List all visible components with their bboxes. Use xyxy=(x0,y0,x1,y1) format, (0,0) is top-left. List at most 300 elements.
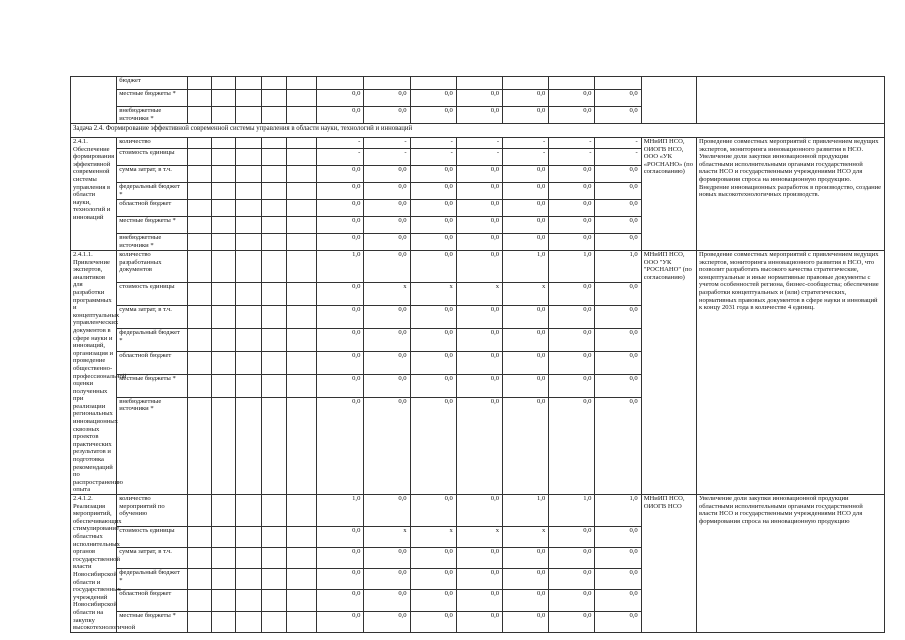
value-cell: 0,0 xyxy=(456,611,502,632)
table-row xyxy=(71,495,885,527)
empty-cell xyxy=(261,374,286,397)
value-cell: 0,0 xyxy=(317,351,364,374)
table-row xyxy=(71,124,885,138)
value-cell: 0,0 xyxy=(456,251,502,283)
value-cell: 0,0 xyxy=(364,397,410,494)
value-cell: 0,0 xyxy=(549,217,595,234)
empty-cell xyxy=(235,251,261,283)
empty-cell xyxy=(287,283,317,306)
value-cell: 0,0 xyxy=(364,306,410,329)
value-cell: х xyxy=(456,283,502,306)
value-cell: 0,0 xyxy=(595,183,641,200)
empty-cell xyxy=(187,200,211,217)
empty-cell xyxy=(261,527,286,548)
empty-cell xyxy=(211,374,235,397)
value-cell: - xyxy=(549,149,595,166)
value-cell: - xyxy=(410,149,456,166)
value-cell: 0,0 xyxy=(549,569,595,590)
indicator-cell: внебюджетные источники * xyxy=(117,107,187,124)
value-cell: 0,0 xyxy=(549,611,595,632)
value-cell: 0,0 xyxy=(317,217,364,234)
value-cell: 0,0 xyxy=(595,166,641,183)
empty-cell xyxy=(211,590,235,611)
indicator-cell: внебюджетные источники * xyxy=(117,234,187,251)
result-cell: Проведение совместных мероприятий с привлечением ведущих экспертов, мониторинга инновационного развития в НСО. Увеличение доли закупки инновационной продукции областными исполнительными органами государственной власти НСО и государственными учреждениями НСО для формирования спроса на инновационную продукцию. Внедрение инновационных разработок в производство, создание новых высокотехнологичных производств. xyxy=(696,138,884,251)
indicator-cell: сумма затрат, в т.ч. xyxy=(117,306,187,329)
empty-cell xyxy=(287,217,317,234)
empty-cell xyxy=(235,107,261,124)
measure-name: 2.4.1. Обеспечение формирования эффективной современной системы управления в области науки, технологий и инноваций xyxy=(71,138,117,251)
value-cell: 0,0 xyxy=(503,200,549,217)
empty-cell xyxy=(187,138,211,149)
empty-cell xyxy=(187,548,211,569)
indicator-cell: областной бюджет xyxy=(117,590,187,611)
empty-cell xyxy=(187,374,211,397)
empty-cell xyxy=(287,234,317,251)
value-cell: 0,0 xyxy=(503,183,549,200)
empty-cell xyxy=(235,527,261,548)
result-cell: Увеличение доли закупки инновационной продукции областными исполнительными органами государственной власти НСО и государственными учреждениями НСО для формирования спроса на инновационную продукцию xyxy=(696,495,884,633)
value-cell: 0,0 xyxy=(410,166,456,183)
value-cell: 0,0 xyxy=(503,548,549,569)
value-cell: 0,0 xyxy=(595,234,641,251)
value-cell: 0,0 xyxy=(549,527,595,548)
empty-cell xyxy=(261,495,286,527)
value-cell: 0,0 xyxy=(456,183,502,200)
value-cell: 0,0 xyxy=(410,183,456,200)
empty-cell xyxy=(211,183,235,200)
indicator-cell: местные бюджеты * xyxy=(117,374,187,397)
value-cell: 0,0 xyxy=(364,351,410,374)
value-cell: 0,0 xyxy=(456,397,502,494)
value-cell: 0,0 xyxy=(317,90,364,107)
value-cell: 0,0 xyxy=(456,107,502,124)
empty-cell xyxy=(235,495,261,527)
empty-cell xyxy=(211,138,235,149)
empty-cell xyxy=(211,569,235,590)
value-cell: 0,0 xyxy=(317,374,364,397)
value-cell: 0,0 xyxy=(317,397,364,494)
measure-name: 2.4.1.1. Привлечение экспертов, аналитиков для разработки программных и концептуальных управленческих документов в сфере науки и инноваций, организация и проведение общественно-профессиональной оценки полученных при реализации региональных инновационных сквозных проектов практических результатов и подготовка рекомендаций по распространению опыта xyxy=(71,251,117,495)
value-cell: 0,0 xyxy=(410,251,456,283)
value-cell: 0,0 xyxy=(549,107,595,124)
empty-cell xyxy=(187,283,211,306)
value-cell: 0,0 xyxy=(549,590,595,611)
table-row xyxy=(71,138,885,149)
value-cell: 0,0 xyxy=(595,200,641,217)
indicator-cell: стоимость единицы xyxy=(117,283,187,306)
empty-cell xyxy=(187,397,211,494)
value-cell: х xyxy=(503,527,549,548)
empty-cell xyxy=(287,328,317,351)
program-table xyxy=(70,76,885,633)
value-cell: 0,0 xyxy=(549,90,595,107)
value-cell: 0,0 xyxy=(364,548,410,569)
value-cell: 0,0 xyxy=(317,548,364,569)
value-cell: 0,0 xyxy=(595,328,641,351)
indicator-cell: сумма затрат, в т.ч. xyxy=(117,166,187,183)
value-cell: 0,0 xyxy=(595,217,641,234)
value-cell: 0,0 xyxy=(410,590,456,611)
value-cell: 0,0 xyxy=(364,234,410,251)
empty-cell xyxy=(211,149,235,166)
empty-cell xyxy=(187,217,211,234)
value-cell: 0,0 xyxy=(317,306,364,329)
indicator-cell: бюджет xyxy=(117,77,187,90)
value-cell: 0,0 xyxy=(317,283,364,306)
value-cell: 0,0 xyxy=(549,397,595,494)
value-cell xyxy=(503,77,549,90)
empty-cell xyxy=(211,495,235,527)
value-cell: 0,0 xyxy=(410,374,456,397)
empty-cell xyxy=(187,590,211,611)
empty-cell xyxy=(211,548,235,569)
value-cell: 0,0 xyxy=(503,90,549,107)
indicator-cell: федеральный бюджет * xyxy=(117,569,187,590)
value-cell: 0,0 xyxy=(456,217,502,234)
value-cell: - xyxy=(456,138,502,149)
empty-cell xyxy=(187,611,211,632)
empty-cell xyxy=(287,166,317,183)
value-cell xyxy=(364,77,410,90)
value-cell: 0,0 xyxy=(364,166,410,183)
empty-cell xyxy=(287,251,317,283)
value-cell: 0,0 xyxy=(549,183,595,200)
value-cell: 0,0 xyxy=(364,107,410,124)
indicator-cell: местные бюджеты * xyxy=(117,611,187,632)
indicator-cell: областной бюджет xyxy=(117,200,187,217)
table-row xyxy=(71,251,885,283)
empty-cell xyxy=(211,351,235,374)
value-cell: 0,0 xyxy=(549,166,595,183)
value-cell: 0,0 xyxy=(364,495,410,527)
empty-cell xyxy=(261,166,286,183)
value-cell: 0,0 xyxy=(549,328,595,351)
empty-cell xyxy=(211,527,235,548)
value-cell: 0,0 xyxy=(595,548,641,569)
indicator-cell: местные бюджеты * xyxy=(117,217,187,234)
indicator-cell: федеральный бюджет * xyxy=(117,183,187,200)
empty-cell xyxy=(211,397,235,494)
value-cell: 0,0 xyxy=(410,234,456,251)
empty-cell xyxy=(261,611,286,632)
value-cell: 0,0 xyxy=(456,590,502,611)
value-cell: - xyxy=(364,138,410,149)
value-cell: 0,0 xyxy=(317,328,364,351)
empty-cell xyxy=(261,351,286,374)
value-cell: 0,0 xyxy=(503,107,549,124)
indicator-cell: количество разработанных документов xyxy=(117,251,187,283)
empty-cell xyxy=(261,77,286,90)
empty-cell xyxy=(261,107,286,124)
empty-cell xyxy=(287,90,317,107)
value-cell: - xyxy=(410,138,456,149)
empty-cell xyxy=(211,107,235,124)
empty-cell xyxy=(187,234,211,251)
value-cell: 0,0 xyxy=(503,590,549,611)
empty-cell xyxy=(187,183,211,200)
value-cell: 0,0 xyxy=(503,234,549,251)
empty-cell xyxy=(287,495,317,527)
value-cell: 1,0 xyxy=(549,251,595,283)
value-cell: х xyxy=(364,527,410,548)
empty-cell xyxy=(235,548,261,569)
value-cell: 0,0 xyxy=(549,351,595,374)
value-cell: 0,0 xyxy=(456,306,502,329)
empty-cell xyxy=(287,590,317,611)
value-cell: 0,0 xyxy=(410,217,456,234)
value-cell: 0,0 xyxy=(595,590,641,611)
indicator-cell: сумма затрат, в т.ч. xyxy=(117,548,187,569)
value-cell: 0,0 xyxy=(549,283,595,306)
empty-cell xyxy=(235,569,261,590)
task-heading: Задача 2.4. Формирование эффективной современной системы управления в области науки, технологий и инноваций xyxy=(71,124,885,138)
empty-cell xyxy=(211,283,235,306)
value-cell: 0,0 xyxy=(364,374,410,397)
value-cell: 0,0 xyxy=(595,374,641,397)
empty-cell xyxy=(287,548,317,569)
empty-cell xyxy=(187,149,211,166)
value-cell: 0,0 xyxy=(456,328,502,351)
value-cell: 0,0 xyxy=(503,217,549,234)
empty-cell xyxy=(235,234,261,251)
empty-cell xyxy=(211,234,235,251)
empty-cell xyxy=(261,138,286,149)
value-cell: 0,0 xyxy=(410,90,456,107)
value-cell: 0,0 xyxy=(456,90,502,107)
empty-cell xyxy=(287,149,317,166)
value-cell: 0,0 xyxy=(364,217,410,234)
empty-cell xyxy=(187,251,211,283)
empty-cell xyxy=(287,611,317,632)
value-cell: 0,0 xyxy=(503,328,549,351)
empty-cell xyxy=(261,548,286,569)
value-cell: - xyxy=(595,138,641,149)
indicator-cell: федеральный бюджет * xyxy=(117,328,187,351)
indicator-cell: местные бюджеты * xyxy=(117,90,187,107)
value-cell: 0,0 xyxy=(595,569,641,590)
value-cell: 0,0 xyxy=(364,90,410,107)
value-cell: 0,0 xyxy=(595,397,641,494)
value-cell: 0,0 xyxy=(595,611,641,632)
value-cell: 0,0 xyxy=(364,183,410,200)
value-cell xyxy=(410,77,456,90)
empty-cell xyxy=(211,77,235,90)
value-cell: 0,0 xyxy=(595,351,641,374)
value-cell: 0,0 xyxy=(410,200,456,217)
value-cell: 1,0 xyxy=(503,495,549,527)
value-cell: х xyxy=(410,283,456,306)
value-cell: 0,0 xyxy=(317,166,364,183)
value-cell: 0,0 xyxy=(549,548,595,569)
empty-cell xyxy=(261,183,286,200)
value-cell: х xyxy=(364,283,410,306)
value-cell xyxy=(317,77,364,90)
empty-cell xyxy=(287,138,317,149)
empty-cell xyxy=(211,611,235,632)
value-cell: 0,0 xyxy=(364,328,410,351)
empty-cell xyxy=(287,183,317,200)
value-cell: 0,0 xyxy=(364,590,410,611)
value-cell: 0,0 xyxy=(317,107,364,124)
empty-cell xyxy=(235,611,261,632)
empty-cell xyxy=(235,328,261,351)
value-cell: 0,0 xyxy=(503,166,549,183)
empty-cell xyxy=(287,374,317,397)
value-cell: 0,0 xyxy=(595,107,641,124)
empty-cell xyxy=(187,495,211,527)
value-cell: 0,0 xyxy=(549,200,595,217)
value-cell xyxy=(595,77,641,90)
value-cell: 0,0 xyxy=(595,90,641,107)
value-cell xyxy=(456,77,502,90)
empty-cell xyxy=(211,90,235,107)
executor-cell xyxy=(641,77,696,124)
result-cell: Проведение совместных мероприятий с привлечением ведущих экспертов, мониторинга инновационного развития в НСО, что позволит разработать высокого качества стратегические, концептуальные и иные нормативные правовые документы с учетом особенностей региона, бизнес-сообщества; обеспечение разработки концептуальных и (или) стратегических, нормативных правовых документов в сфере науки и инноваций к концу 2031 года в количестве 4 единиц. xyxy=(696,251,884,495)
value-cell: х xyxy=(410,527,456,548)
empty-cell xyxy=(211,200,235,217)
value-cell: 0,0 xyxy=(456,569,502,590)
value-cell: 0,0 xyxy=(410,611,456,632)
empty-cell xyxy=(235,183,261,200)
empty-cell xyxy=(211,328,235,351)
value-cell: 0,0 xyxy=(317,234,364,251)
value-cell: х xyxy=(503,283,549,306)
value-cell: 0,0 xyxy=(549,374,595,397)
continued-name-cell xyxy=(71,77,117,124)
value-cell: 0,0 xyxy=(364,569,410,590)
value-cell: 0,0 xyxy=(456,374,502,397)
empty-cell xyxy=(261,306,286,329)
indicator-cell: количество xyxy=(117,138,187,149)
empty-cell xyxy=(211,306,235,329)
indicator-cell: стоимость единицы xyxy=(117,149,187,166)
empty-cell xyxy=(211,217,235,234)
value-cell: - xyxy=(364,149,410,166)
empty-cell xyxy=(235,166,261,183)
empty-cell xyxy=(235,590,261,611)
value-cell: 1,0 xyxy=(595,251,641,283)
value-cell: - xyxy=(503,149,549,166)
empty-cell xyxy=(287,200,317,217)
value-cell: - xyxy=(317,138,364,149)
value-cell: 0,0 xyxy=(456,548,502,569)
value-cell: 0,0 xyxy=(456,166,502,183)
empty-cell xyxy=(235,217,261,234)
empty-cell xyxy=(287,306,317,329)
empty-cell xyxy=(261,283,286,306)
executor-cell: МНиИП НСО, ООО "УК "РОСНАНО" (по согласованию) xyxy=(641,251,696,495)
empty-cell xyxy=(187,166,211,183)
value-cell: 0,0 xyxy=(549,306,595,329)
empty-cell xyxy=(261,217,286,234)
value-cell: 0,0 xyxy=(317,569,364,590)
value-cell: 1,0 xyxy=(595,495,641,527)
empty-cell xyxy=(235,200,261,217)
value-cell: 0,0 xyxy=(410,495,456,527)
value-cell: 0,0 xyxy=(456,495,502,527)
value-cell: 0,0 xyxy=(595,283,641,306)
value-cell: - xyxy=(317,149,364,166)
value-cell: 0,0 xyxy=(410,548,456,569)
result-cell xyxy=(696,77,884,124)
value-cell: 0,0 xyxy=(503,306,549,329)
empty-cell xyxy=(187,569,211,590)
empty-cell xyxy=(261,251,286,283)
value-cell: 0,0 xyxy=(317,183,364,200)
value-cell: 0,0 xyxy=(317,611,364,632)
empty-cell xyxy=(261,234,286,251)
measure-name: 2.4.1.2. Реализация мероприятий, обеспечивающих стимулирование областных исполнительных органов государственной власти Новосибирской области и государственных учреждений Новосибирской области на закупку высокотехнологичной xyxy=(71,495,117,633)
value-cell: 0,0 xyxy=(410,397,456,494)
value-cell: - xyxy=(595,149,641,166)
empty-cell xyxy=(235,77,261,90)
executor-cell: МНиИП НСО, ОИОГВ НСО xyxy=(641,495,696,633)
value-cell: 0,0 xyxy=(503,397,549,494)
empty-cell xyxy=(211,166,235,183)
value-cell: 0,0 xyxy=(456,351,502,374)
indicator-cell: внебюджетные источники * xyxy=(117,397,187,494)
executor-cell: МНиИП НСО, ОИОГВ НСО, ООО «УК «РОСНАНО» (по согласованию) xyxy=(641,138,696,251)
value-cell: - xyxy=(549,138,595,149)
empty-cell xyxy=(261,90,286,107)
value-cell: 0,0 xyxy=(410,306,456,329)
empty-cell xyxy=(187,77,211,90)
empty-cell xyxy=(261,200,286,217)
empty-cell xyxy=(187,527,211,548)
value-cell: 0,0 xyxy=(456,200,502,217)
empty-cell xyxy=(261,590,286,611)
empty-cell xyxy=(261,328,286,351)
value-cell: 0,0 xyxy=(317,590,364,611)
empty-cell xyxy=(235,90,261,107)
value-cell: - xyxy=(503,138,549,149)
empty-cell xyxy=(235,149,261,166)
value-cell: 0,0 xyxy=(317,527,364,548)
value-cell: 0,0 xyxy=(410,351,456,374)
empty-cell xyxy=(187,328,211,351)
empty-cell xyxy=(261,149,286,166)
value-cell: 1,0 xyxy=(317,495,364,527)
empty-cell xyxy=(287,569,317,590)
empty-cell xyxy=(235,351,261,374)
value-cell: 0,0 xyxy=(410,107,456,124)
value-cell: 0,0 xyxy=(410,328,456,351)
empty-cell xyxy=(235,306,261,329)
value-cell: 1,0 xyxy=(549,495,595,527)
empty-cell xyxy=(235,397,261,494)
table-row xyxy=(71,77,885,90)
value-cell: 0,0 xyxy=(503,351,549,374)
value-cell: 0,0 xyxy=(317,200,364,217)
empty-cell xyxy=(211,251,235,283)
empty-cell xyxy=(287,527,317,548)
value-cell: х xyxy=(456,527,502,548)
value-cell: 0,0 xyxy=(364,611,410,632)
empty-cell xyxy=(187,351,211,374)
empty-cell xyxy=(287,351,317,374)
value-cell: 0,0 xyxy=(410,569,456,590)
value-cell: 0,0 xyxy=(364,200,410,217)
empty-cell xyxy=(287,107,317,124)
value-cell: 1,0 xyxy=(503,251,549,283)
empty-cell xyxy=(261,569,286,590)
indicator-cell: количество мероприятий по обучению xyxy=(117,495,187,527)
indicator-cell: областной бюджет xyxy=(117,351,187,374)
value-cell: - xyxy=(456,149,502,166)
empty-cell xyxy=(235,283,261,306)
empty-cell xyxy=(287,397,317,494)
